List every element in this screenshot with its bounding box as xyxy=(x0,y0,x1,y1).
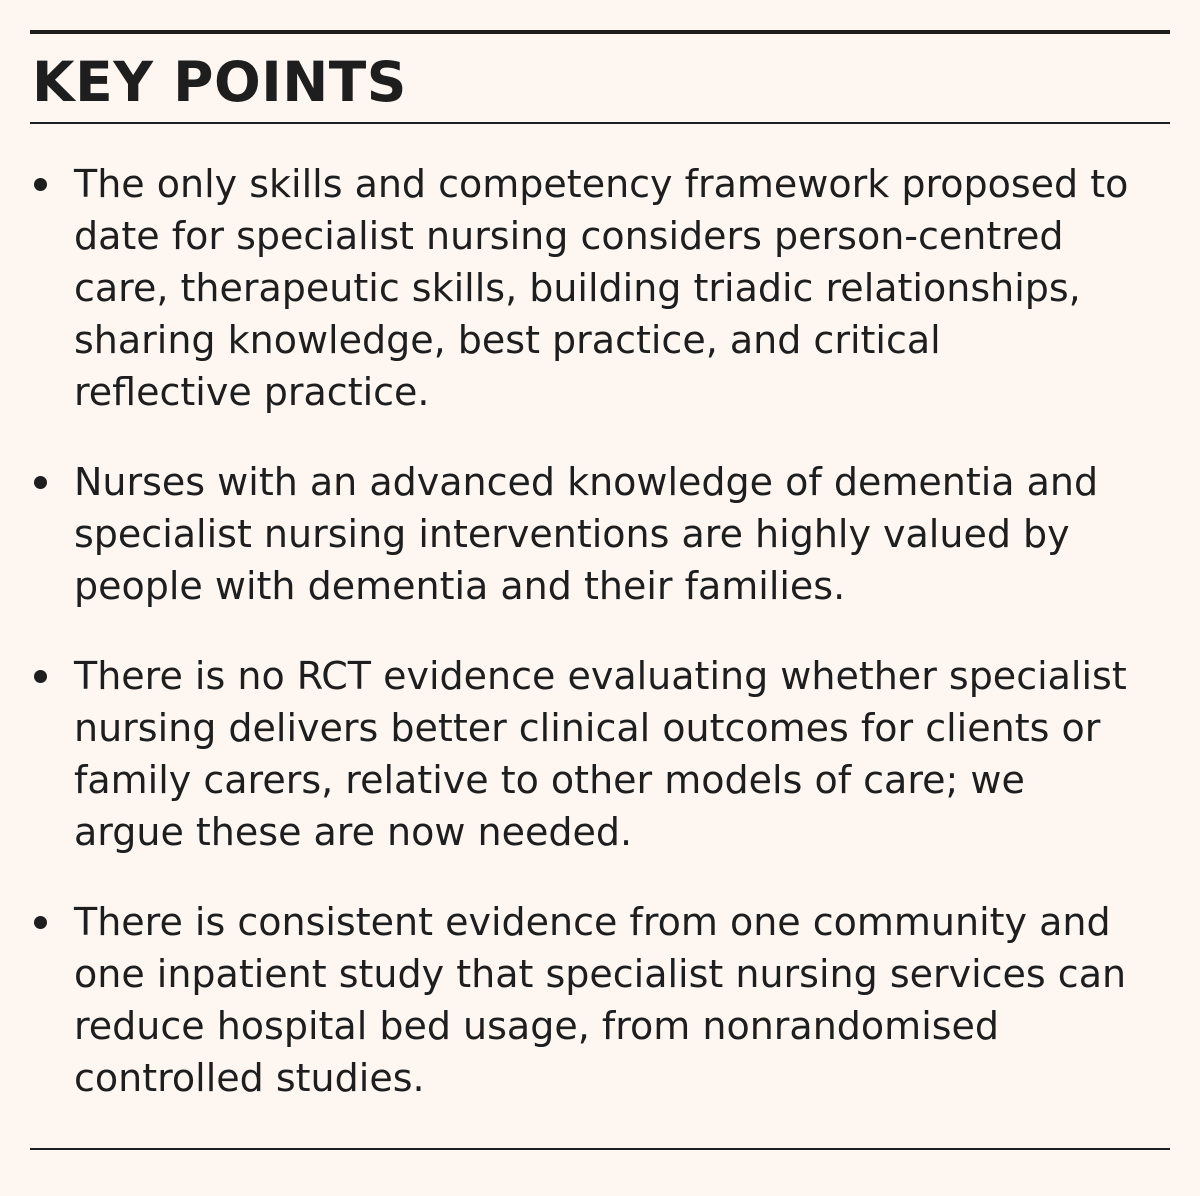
key-point-text xyxy=(74,896,1170,1104)
text-line: There is consistent evidence from one community and xyxy=(74,900,1111,944)
text-line: argue these are now needed. xyxy=(74,810,633,854)
key-point-text xyxy=(74,158,1170,418)
text-line: family carers, relative to other models of care; we xyxy=(74,758,1025,802)
text-line: specialist nursing interventions are highly valued by xyxy=(74,512,1070,556)
text-line: sharing knowledge, best practice, and critical xyxy=(74,318,941,362)
text-line: date for specialist nursing considers person-centred xyxy=(74,214,1064,258)
text-line: reduce hospital bed usage, from nonrandomised xyxy=(74,1004,1000,1048)
bullet-icon xyxy=(34,916,47,929)
bottom-rule xyxy=(30,1148,1170,1150)
text-line: nursing delivers better clinical outcomes for clients or xyxy=(74,706,1101,750)
key-point-text xyxy=(74,456,1170,612)
box-title: KEY POINTS xyxy=(32,50,407,114)
bullet-icon xyxy=(34,476,47,489)
key-point-3 xyxy=(30,650,1170,858)
text-line: care, therapeutic skills, building triadic relationships, xyxy=(74,266,1081,310)
bullet-icon xyxy=(34,670,47,683)
title-rule xyxy=(30,122,1170,124)
text-line: controlled studies. xyxy=(74,1056,425,1100)
bullet-icon xyxy=(34,178,47,191)
text-line: The only skills and competency framework proposed to xyxy=(74,162,1129,206)
text-line: one inpatient study that specialist nursing services can xyxy=(74,952,1127,996)
text-line: reflective practice. xyxy=(74,370,430,414)
text-line: people with dementia and their families. xyxy=(74,564,846,608)
key-point-4 xyxy=(30,896,1170,1104)
key-point-2 xyxy=(30,456,1170,612)
key-points-box xyxy=(30,0,1170,1196)
text-line: There is no RCT evidence evaluating whether specialist xyxy=(74,654,1127,698)
key-points-list xyxy=(30,158,1170,1142)
key-point-text xyxy=(74,650,1170,858)
top-rule xyxy=(30,30,1170,34)
key-point-1 xyxy=(30,158,1170,418)
text-line: Nurses with an advanced knowledge of dementia and xyxy=(74,460,1099,504)
